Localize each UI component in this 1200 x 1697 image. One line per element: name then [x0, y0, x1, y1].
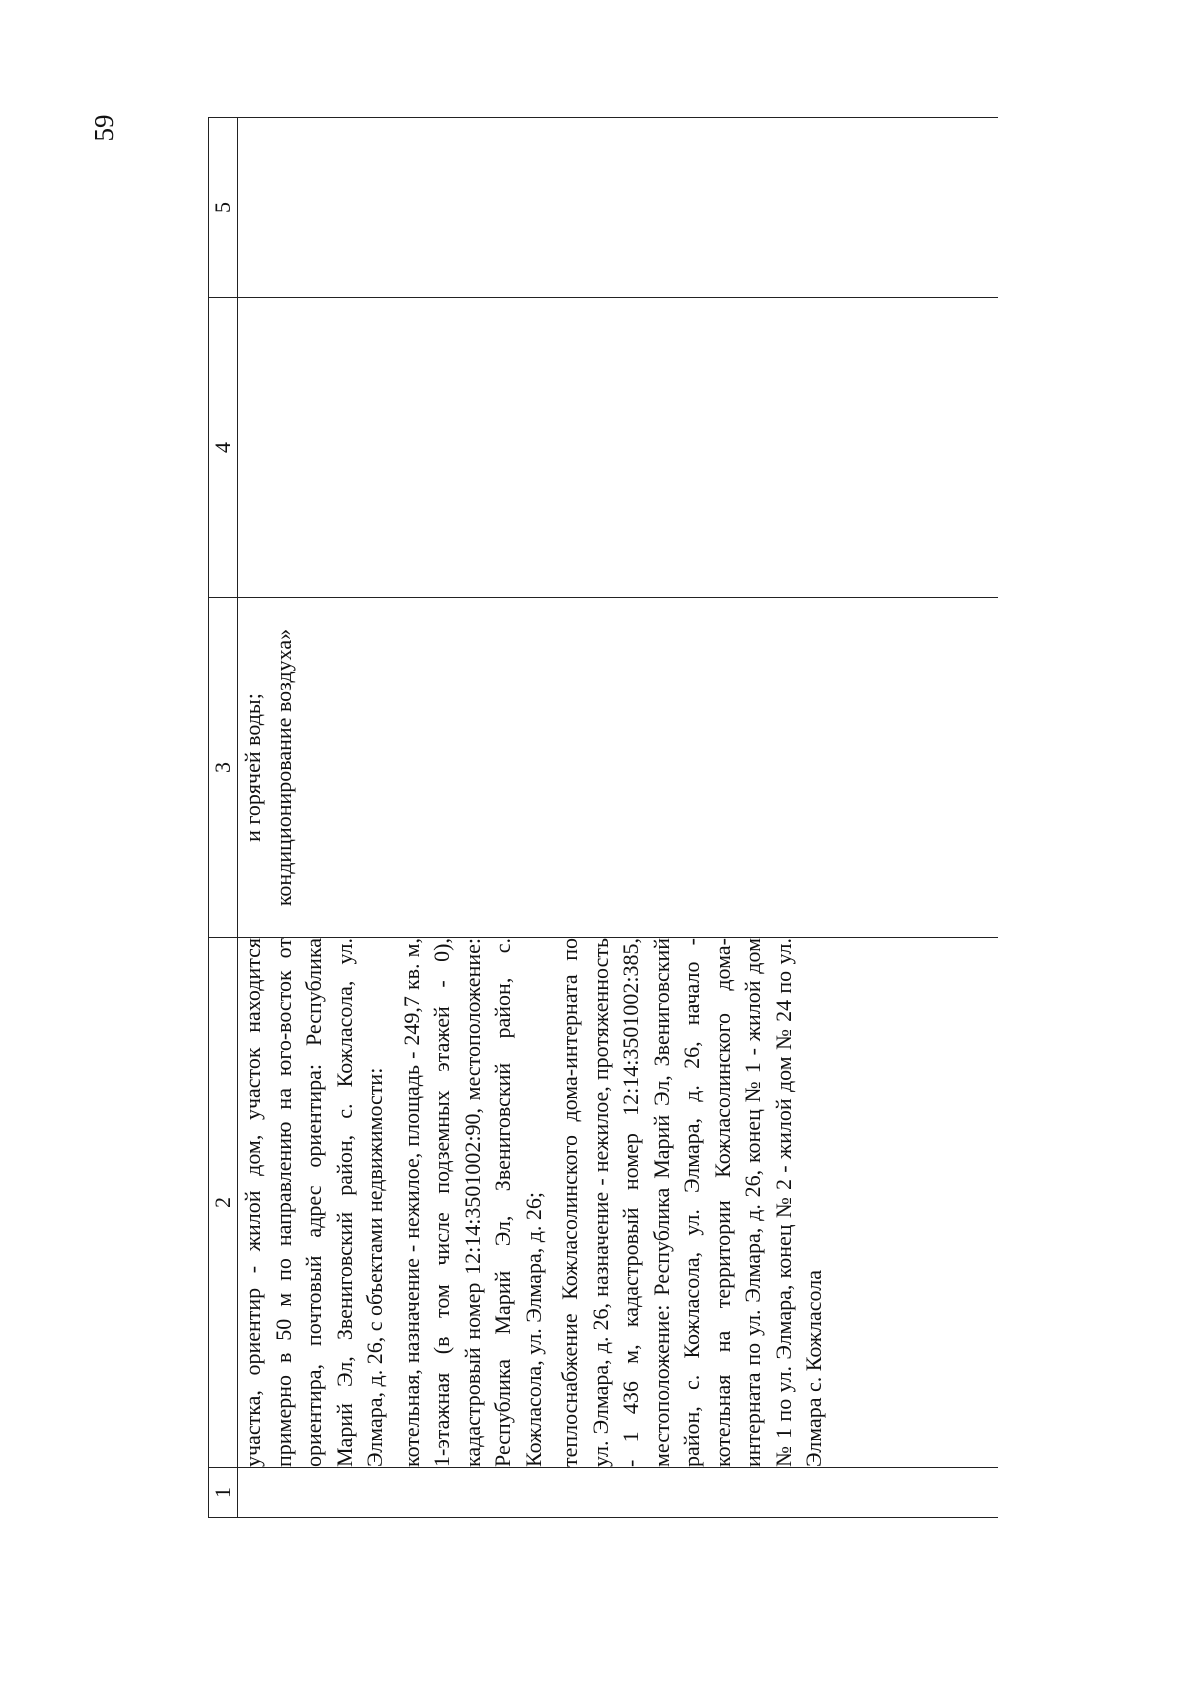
cell-col-1	[238, 1468, 999, 1518]
purpose-line-1: и горячей воды;	[240, 693, 265, 842]
header-col-2: 2	[209, 938, 238, 1468]
cell-col-2	[238, 932, 999, 1468]
header-col-5: 5	[209, 118, 238, 298]
header-col-3: 3	[209, 598, 238, 938]
cell-col-4	[238, 298, 999, 598]
cell-col-3	[238, 598, 999, 938]
purpose-line-2: кондиционирование воздуха»	[270, 628, 296, 907]
heat-supply-paragraph: теплоснабжение Кожласолинского дома-интерната по ул. Элмара, д. 26, назначение - нежилое, протяженность - 1 436 м, кадастровый номер 12:14:3501002:385, местоположение: Республика Марий Эл, Звениговский район, с. Кожласола, ул. Элмара, д. 26, начало - котельная на территории Кожласолинского дома-интерната по ул. Элмара, д. 26, конец № 1 - жилой дом № 1 по ул. Элмара, конец № 2 - жилой дом № 24 по ул. Элмара с. Кожласола	[557, 932, 826, 1467]
table-header-row	[209, 118, 238, 1518]
cell-col-5	[238, 118, 999, 298]
header-col-4: 4	[209, 298, 238, 598]
rotated-page-content	[208, 118, 1010, 1518]
object-description-paragraph: участка, ориентир - жилой дом, участок находится примерно в 50 м по направлению на юго-восток от ориентира, почтовый адрес ориентира: Республика Марий Эл, Звениговский район, с. Кожласола, ул. Элмара, д. 26, с объектами недвижимости:	[240, 932, 387, 1467]
property-table	[208, 117, 998, 1518]
page-number: 59	[88, 114, 119, 142]
header-col-1: 1	[209, 1468, 238, 1518]
table-row	[238, 118, 999, 1518]
boiler-house-paragraph: котельная, назначение - нежилое, площадь - 249,7 кв. м, 1-этажная (в том числе подземных этажей - 0), кадастровый номер 12:14:3501002:90, местоположение: Республика Марий Эл, Звениговский район, с. Кожласола, ул. Элмара, д. 26;	[398, 932, 546, 1467]
